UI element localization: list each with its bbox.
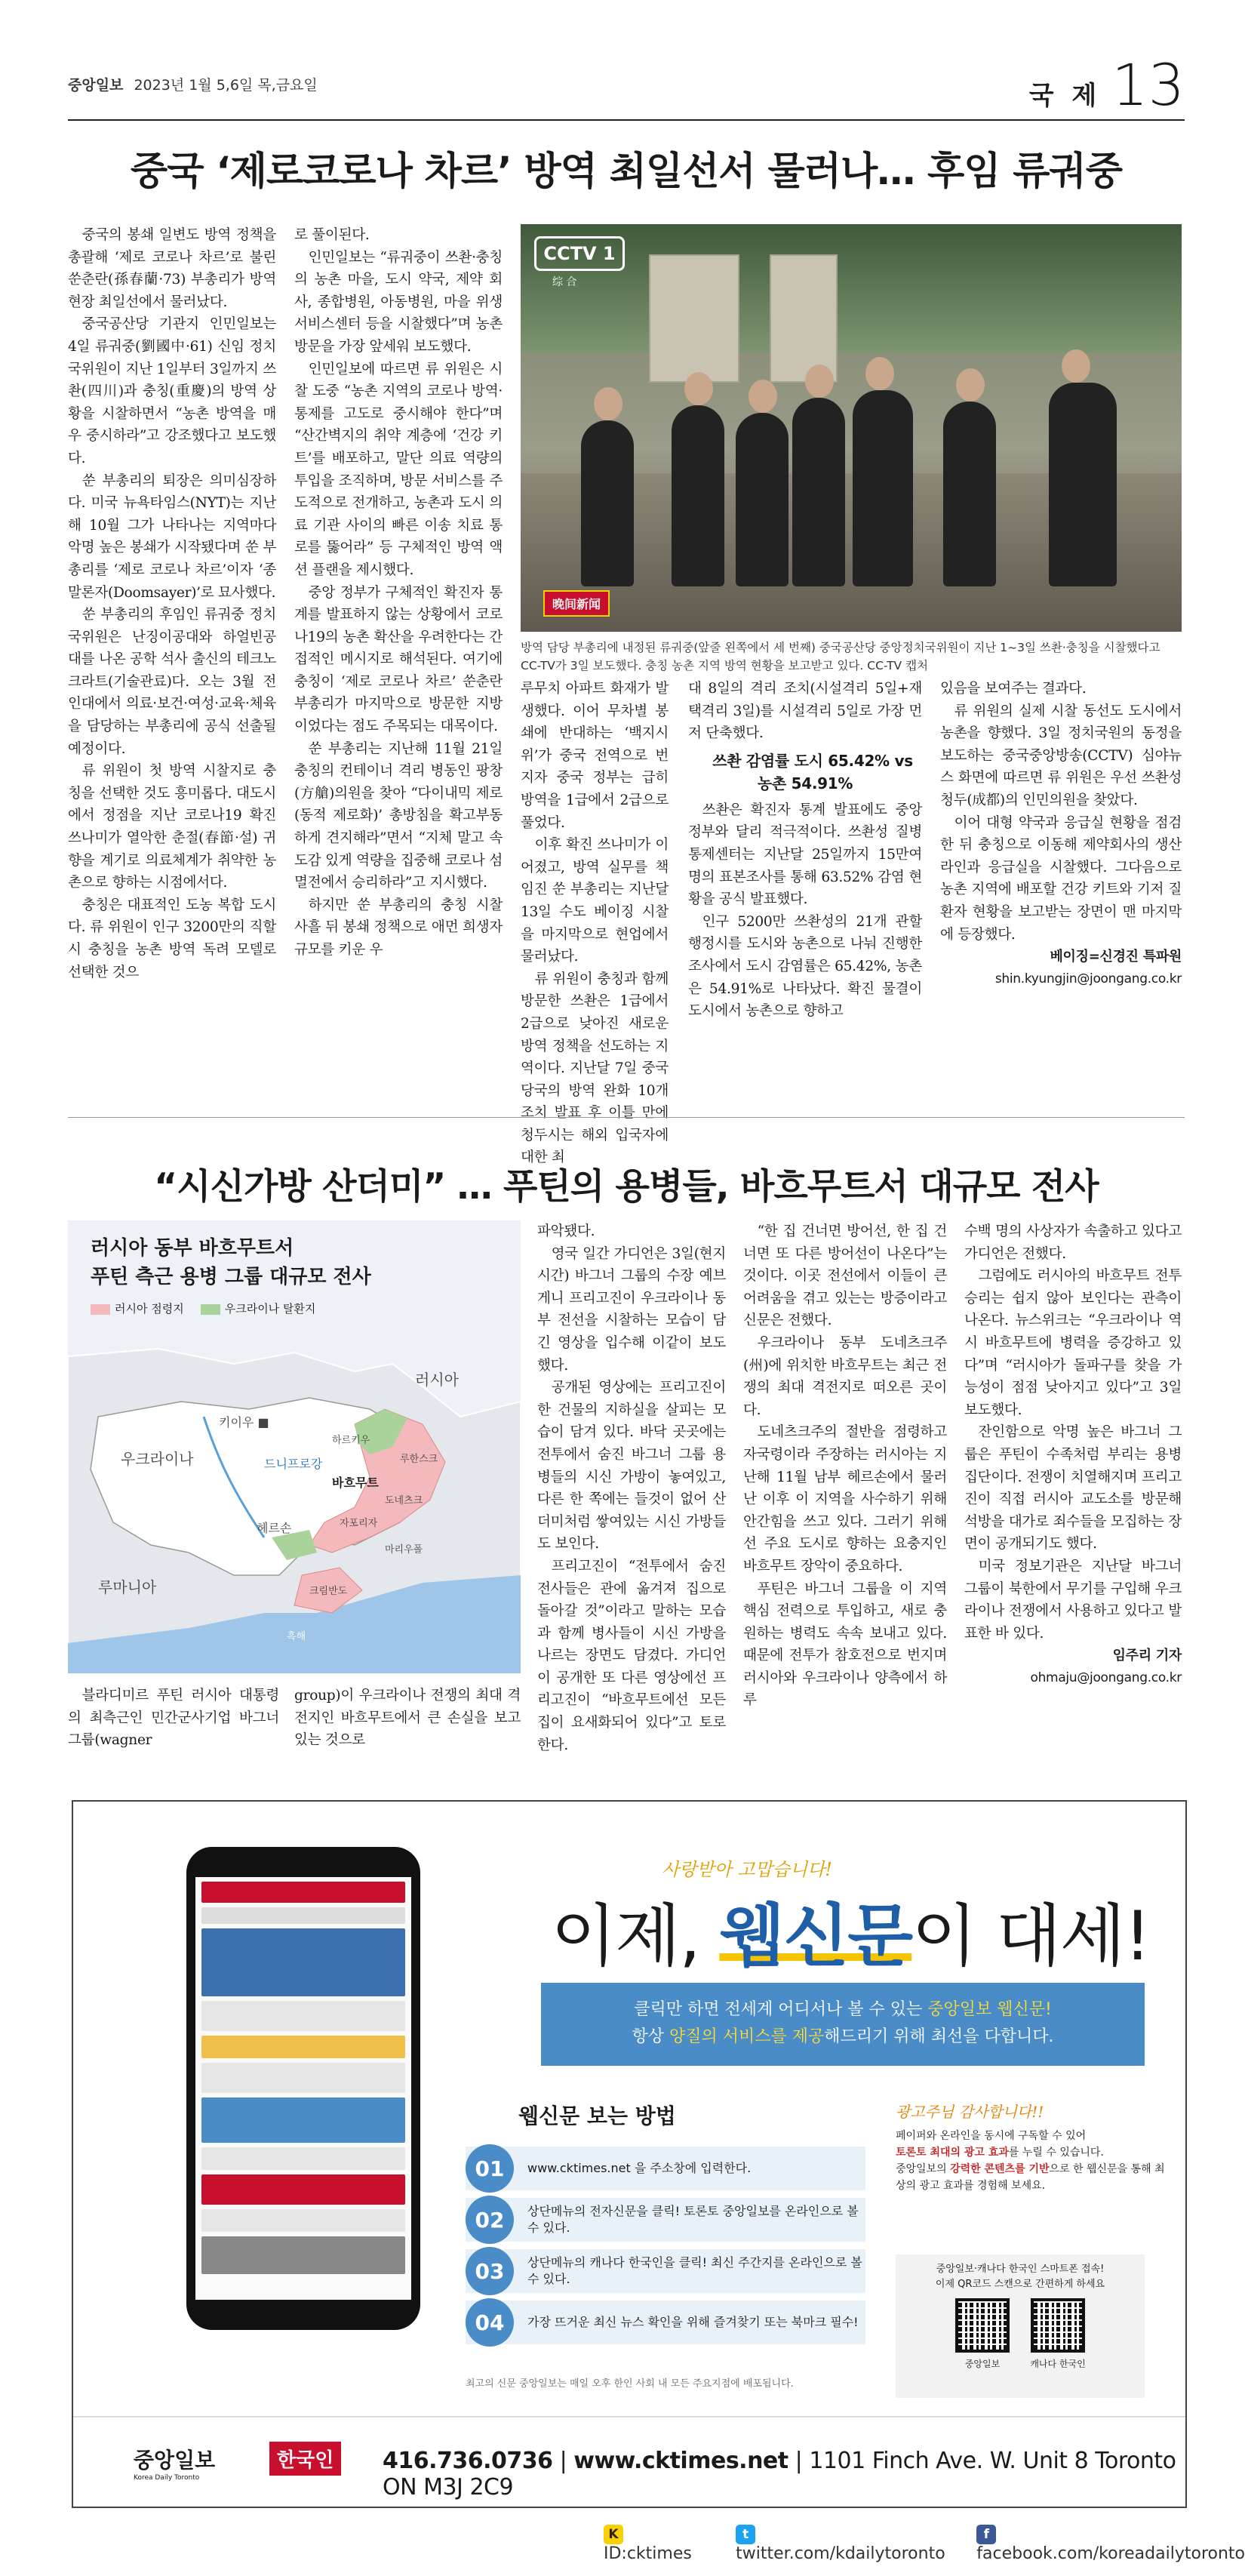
- paragraph: 미국 정보기관은 지난달 바그너 그룹이 북한에서 무기를 구입해 우크라이나 전쟁에서 사용하고 있다고 발표한 바 있다.: [964, 1558, 1182, 1642]
- label-bakhmut: 바흐무트: [332, 1476, 379, 1490]
- story2-email: ohmaju@joongang.co.kr: [1030, 1670, 1182, 1685]
- story2-byline: 임주리 기자: [1112, 1648, 1182, 1664]
- photo-person: [792, 398, 845, 586]
- paragraph: 쓰촨은 확진자 통계 발표에도 중앙 정부와 달리 적극적이다. 쓰촨성 질병통제센터는 지난달 25일까지 15만여명의 표본조사를 통해 63.52% 감염 현황을 공식 발표했다.: [688, 802, 922, 908]
- story1-column-4: [688, 678, 922, 1023]
- address: 1101 Finch Ave. W. Unit 8 Toronto ON M3J 2C9: [383, 2448, 1176, 2501]
- qr-label: 캐나다 한국인: [1030, 2359, 1086, 2369]
- label-mariupol: 마리우폴: [385, 1544, 423, 1556]
- paragraph: 잔인함으로 악명 높은 바그너 그룹은 푸틴이 수족처럼 부리는 용병 집단이다. 전쟁이 치열해지며 프리고진이 직접 러시아 교도소를 방문해 석방을 대가로 죄수들을 모집하는 장면이 공개되기도 했다.: [964, 1424, 1182, 1553]
- legend-recaptured: 우크라이나 탈환지: [201, 1300, 316, 1316]
- channel-sub: 综 合: [552, 276, 577, 288]
- paragraph: 류 위원이 충칭과 함께 방문한 쓰촨은 1급에서 2급으로 낮아진 새로운 방역 정책을 선도하는 지역이다. 지난달 7일 중국 당국의 방역 완화 10개 조치 발표 후 이틀 만에 청두시는 해외 입국자에 대한 최: [521, 971, 669, 1166]
- label-kharkiv: 하르키우: [332, 1435, 370, 1446]
- story1-headline: 중국 ‘제로코로나 차르’ 방역 최일선서 물러나… 후임 류궈중: [130, 149, 1123, 194]
- section-divider: [68, 1117, 1185, 1118]
- label-romania: 루마니아: [98, 1578, 157, 1596]
- qr-code-icon[interactable]: [955, 2298, 1010, 2353]
- photo-person: [672, 405, 724, 586]
- paragraph: 있음을 보여주는 결과다.: [940, 681, 1087, 697]
- section-name: 국 제: [1028, 81, 1102, 111]
- step-item: 01 www.cktimes.net 을 주소창에 입력한다.: [466, 2147, 865, 2190]
- story1-column-2: [294, 224, 503, 962]
- map-title-line: 푸틴 측근 용병 그룹 대규모 전사: [91, 1266, 371, 1288]
- kakao-icon: K: [604, 2525, 623, 2544]
- photo-person: [943, 402, 996, 586]
- web-newspaper-ad[interactable]: [72, 1800, 1187, 2508]
- paragraph: 충칭은 대표적인 도농 복합 도시다. 류 위원이 인구 3200만의 직할시 충칭을 농촌 방역 독려 모델로 선택한 것으: [68, 897, 276, 980]
- story2-column-2: [537, 1220, 726, 1756]
- story1-column-5: [940, 678, 1182, 990]
- paragraph: 파악됐다.: [537, 1223, 595, 1239]
- paragraph: 프리고진이 “전투에서 숨진 전사들은 관에 옮겨져 집으로 돌아갈 것”이라고 말하는 모습과 함께 병사들이 시신 가방을 나르는 장면도 담겼다. 가디언이 공개한 또 다른 영상에선 프리고진이 “바흐무트에선 모든 집이 요새화되어 있다”고 토로한다.: [537, 1558, 726, 1753]
- twitter-link[interactable]: ttwitter.com/kdailytoronto: [736, 2525, 946, 2563]
- map-legend: [91, 1300, 315, 1316]
- ukraine-map: [68, 1220, 521, 1673]
- paragraph: 인민일보에 따르면 류 위원은 시찰 도중 “농촌 지역의 코로나 방역·통제를 고도로 중시해야 한다”며 “산간벽지의 취약 계층에 ‘건강 키트’를 배포하고, 말단 의료 역량의 투입을 조직하며, 방문 서비스를 주도적으로 전개하고, 농촌과 도시 의료 기관 사이의 빠른 이송 치료 통로를 뚫어라” 등 구체적인 방역 액션 플랜을 제시했다.: [294, 361, 503, 578]
- photo-building: [649, 254, 739, 383]
- website-link[interactable]: www.cktimes.net: [573, 2448, 788, 2474]
- label-kherson: 헤르손: [257, 1521, 292, 1535]
- paragraph: 푸틴은 바그너 그룹을 이 지역 핵심 전력으로 투입하고, 새로 충원하는 병력도 속속 보내고 있다. 때문에 전투가 참호전으로 번지며 러시아와 우크라이나 양측에서 하루: [743, 1580, 947, 1709]
- masthead: [68, 53, 1185, 121]
- kakao-link[interactable]: KID:cktimes: [604, 2525, 706, 2563]
- label-donetsk: 도네츠크: [385, 1495, 423, 1507]
- paragraph: 류 위원이 첫 방역 시찰지로 충칭을 선택한 것도 흥미롭다. 대도시에서 정점을 지난 코로나19 확진 쓰나미가 열악한 춘절(春節·설) 귀향을 계기로 의료체계가 취약한 농촌으로 향하는 시점에서다.: [68, 763, 276, 891]
- paragraph: 인민일보는 “류궈중이 쓰촨·충칭의 농촌 마을, 도시 약국, 제약 회사, 종합병원, 아동병원, 마을 위생서비스센터 등을 시찰했다”며 농촌 방문을 가장 앞세워 보도했다.: [294, 249, 503, 355]
- paragraph: 루무치 아파트 화재가 발생했다. 이어 무차별 봉쇄에 반대하는 ‘백지시위’가 중국 전역으로 번지자 중국 정부는 급히 방역을 1급에서 2급으로 풀었다.: [521, 681, 669, 831]
- paragraph: 블라디미르 푸틴 러시아 대통령의 최측근인 민간군사기업 바그너 그룹(wagner: [68, 1688, 279, 1749]
- paragraph: 쑨 부총리의 후임인 류궈중 정치국위원은 난징이공대와 하얼빈공대를 나온 공학 석사 출신의 테크노크라트(기술관료)다. 오는 3월 전인대에서 의료·보건·여성·교육·체육을 담당하는 부총리에 공식 선출될 예정이다.: [68, 607, 276, 757]
- paragraph: 중국공산당 기관지 인민일보는 4일 류궈중(劉國中·61) 신임 정치국위원이 지난 1일부터 3일까지 쓰촨(四川)과 충칭(重慶)의 방역 상황을 시찰하면서 “농촌 방역을 매우 중시하라”고 강조했다고 보도했다.: [68, 316, 276, 466]
- story1-column-1: [68, 224, 276, 983]
- paragraph: 그럼에도 러시아의 바흐무트 전투 승리는 쉽지 않아 보인다는 관측이 나온다. 뉴스위크는 “우크라이나 역시 바흐무트에 병력을 증강하고 있다”며 “러시아가 돌파구를 찾을 가능성이 점점 낮아지고 있다”고 3일 보도했다.: [964, 1268, 1182, 1418]
- hankookin-logo: 한국인: [269, 2442, 341, 2476]
- how-to-title: 웹신문 보는 방법: [518, 2104, 676, 2128]
- legend-occupied: 러시아 점령지: [91, 1300, 184, 1316]
- label-kyiv: 키이우 ■: [219, 1415, 269, 1430]
- masthead-info: [68, 74, 318, 94]
- paragraph: 쑨 부총리의 퇴장은 의미심장하다. 미국 뉴욕타임스(NYT)는 지난해 10월 그가 나타나는 지역마다 악명 높은 봉쇄가 시작됐다며 쑨 부총리를 ‘제로 코로나 차르’이자 ‘종말론자(Doomsayer)’로 묘사했다.: [68, 472, 276, 601]
- paragraph: 우크라이나 동부 도네츠크주(州)에 위치한 바흐무트는 최근 전쟁의 최대 격전지로 떠오른 곳이다.: [743, 1334, 947, 1418]
- paragraph: 중국의 봉쇄 일변도 방역 정책을 총괄해 ‘제로 코로나 차르’로 불린 쑨춘란(孫春蘭·73) 부총리가 방역 현장 최일선에서 물러났다.: [68, 227, 276, 310]
- label-zaporizhzhia: 자포리자: [340, 1518, 378, 1529]
- photo-caption: 방역 담당 부총리에 내정된 류궈중(앞줄 왼쪽에서 세 번째) 중국공산당 중앙정치국위원이 지난 1~3일 쓰촨·충칭을 시찰했다고 CC-TV가 3일 보도했다. 충칭 농촌 지역 방역 현황을 보고받고 있다. CC-TV 캡처: [521, 641, 1160, 672]
- paragraph: 류 위원의 실제 시찰 동선도 도시에서 농촌을 향했다. 3일 정치국원의 동정을 보도하는 중국중앙방송(CCTV) 심야뉴스 화면에 따르면 류 위원은 우선 쓰촨성 청두(成都)의 인민의원을 찾았다.: [940, 703, 1182, 808]
- adv-text: 페이퍼와 온라인을 동시에 구독할 수 있어 토론토 최대의 광고 효과를 누릴 수 있습니다. 중앙일보의 강력한 콘텐츠를 기반으로 한 웹신문을 통해 최상의 광고 효과를 경험해 보세요.: [896, 2130, 1165, 2192]
- step-item: 04 가장 뜨거운 최신 뉴스 확인을 위해 즐겨찾기 또는 북마크 필수!: [466, 2301, 865, 2344]
- paragraph: 대 8일의 격리 조치(시설격리 5일+재택격리 3일)를 시설격리 5일로 가장 먼저 단축했다.: [688, 681, 922, 742]
- joongang-logo: 중앙일보 Korea Daily Toronto: [134, 2448, 216, 2482]
- news-photo: [521, 224, 1182, 632]
- story2-column-3: [743, 1220, 947, 1712]
- ad-footer: [73, 2416, 1185, 2507]
- story2-column-1b: [294, 1685, 521, 1752]
- ad-banner: 클릭만 하면 전세계 어디서나 볼 수 있는 중앙일보 웹신문! 항상 양질의 서비스를 제공해드리기 위해 최선을 다합니다.: [541, 1983, 1145, 2066]
- paragraph: 도네츠크주의 절반을 점령하고 자국령이라 주장하는 러시아는 지난해 11월 남부 헤르손에서 물러난 이후 이 지역을 사수하기 위해 안간힘을 쓰고 있다. 그러기 위해선 주요 도시로 향하는 요충지인 바흐무트 장악이 중요하다.: [743, 1424, 947, 1574]
- label-russia: 러시아: [415, 1371, 459, 1389]
- facebook-link[interactable]: ffacebook.com/koreadailytoronto: [976, 2525, 1245, 2563]
- paragraph: 쑨 부총리는 지난해 11월 21일 충칭의 컨테이너 격리 병동인 팡창(方艙)의원을 찾아 “다이내믹 제로(동적 제로화)’ 총방침을 확고부동하게 견지해라”면서 “지체 말고 속도감 있게 역량을 집중해 코로나 섬멸전에서 승리하라”고 지시했다.: [294, 740, 503, 891]
- photo-person: [581, 420, 634, 586]
- paragraph: 영국 일간 가디언은 3일(현지시간) 바그너 그룹의 수장 예브게니 프리고진이 우크라이나 동부 전선을 시찰하는 모습이 담긴 영상을 입수해 이같이 보도했다.: [537, 1245, 726, 1374]
- page-number: 13: [1111, 51, 1185, 118]
- paragraph: 이후 확진 쓰나미가 이어졌고, 방역 실무를 책임진 쑨 부총리는 지난달 13일 수도 베이징 시찰을 마지막으로 현업에서 물러났다.: [521, 837, 669, 965]
- paragraph: 중앙 정부가 구체적인 확진자 통계를 발표하지 않는 상황에서 코로나19의 농촌 확산을 우려한다는 간접적인 메시지로 해석된다. 여기에 충칭이 ‘제로 코로나 차르’ 쑨춘란 부총리가 마지막으로 방문한 지방이었다는 점도 주목되는 대목이다.: [294, 584, 503, 735]
- story1-subhead: 쓰촨 감염률 도시 65.42% vs 농촌 54.91%: [712, 751, 913, 792]
- paragraph: 로 풀이된다.: [294, 227, 370, 243]
- ad-slogan: 사랑받아 고맙습니다!: [662, 1859, 832, 1880]
- label-ukraine: 우크라이나: [121, 1450, 194, 1468]
- label-black-sea: 흑해: [287, 1631, 306, 1642]
- label-crimea: 크림반도: [309, 1586, 348, 1597]
- qr-label: 중앙일보: [964, 2359, 1001, 2369]
- story1-email: shin.kyungjin@joongang.co.kr: [994, 971, 1182, 986]
- paragraph: 하지만 쑨 부총리의 충칭 시찰 사흘 뒤 봉쇄 정책으로 애먼 희생자 규모를 키운 우: [294, 897, 503, 958]
- paragraph: 이어 대형 약국과 응급실 현황을 점검한 뒤 충칭으로 이동해 제약회사의 생산 라인과 응급실을 시찰했다. 그다음으로 농촌 지역에 배포할 건강 키트와 기저 질환자 현황을 보고받는 장면이 맨 마지막에 등장했다.: [940, 814, 1182, 943]
- photo-person: [736, 413, 788, 586]
- map-title: [91, 1234, 371, 1291]
- qr-box: 중앙일보·캐나다 한국인 스마트폰 접속! 이제 QR코드 스캔으로 간편하게 하세요 중앙일보 캐나다 한국인: [896, 2254, 1145, 2398]
- step-item: 02 상단메뉴의 전자신문을 클릭! 토론토 중앙일보를 온라인으로 볼수 있다.: [466, 2198, 865, 2242]
- paragraph: “한 집 건너면 방어선, 한 집 건너면 또 다른 방어선이 나온다”는 것이다. 이곳 전선에서 이들이 큰 어려움을 겪고 있는는 방증이라고 신문은 전했다.: [743, 1223, 947, 1329]
- story2-column-4: [964, 1220, 1182, 1689]
- ad-title: 이제, 웹신문이 대세!: [551, 1897, 1150, 1976]
- photo-building: [770, 254, 838, 383]
- step-item: 03 상단메뉴의 캐나다 한국인을 클릭! 최신 주간지를 온라인으로 볼수 있다.: [466, 2249, 865, 2293]
- photo-person: [853, 390, 913, 586]
- story2-headline: “시신가방 산더미” … 푸틴의 용병들, 바흐무트서 대규모 전사: [154, 1166, 1099, 1208]
- phone-screen: [195, 1877, 411, 2300]
- how-to-section: [466, 2100, 865, 2352]
- adv-title: 광고주님 감사합니다!!: [896, 2103, 1044, 2121]
- paper-name: 중앙일보: [68, 77, 124, 94]
- label-luhansk: 루한스크: [400, 1454, 438, 1465]
- twitter-icon: t: [736, 2525, 755, 2544]
- phone-number: 416.736.0736: [383, 2448, 553, 2474]
- contact-line: 416.736.0736 | www.cktimes.net | 1101 Finch Ave. W. Unit 8 Toronto ON M3J 2C9: [383, 2448, 1176, 2501]
- section-header: [1029, 53, 1185, 118]
- program-bug: 晚间新闻: [543, 590, 610, 617]
- issue-date: 2023년 1월 5,6일 목,금요일: [134, 77, 318, 94]
- photo-person: [1049, 383, 1117, 586]
- social-links: [604, 2525, 1245, 2563]
- paragraph: 수백 명의 사상자가 속출하고 있다고 가디언은 전했다.: [964, 1223, 1182, 1262]
- label-dnipro: 드니프로강: [264, 1457, 323, 1471]
- story1-column-3: [521, 678, 669, 1169]
- advertiser-note: [896, 2100, 1167, 2194]
- qr-code-icon[interactable]: [1031, 2298, 1085, 2353]
- cctv-logo: CCTV 1: [534, 236, 625, 271]
- map-title-line: 러시아 동부 바흐무트서: [91, 1237, 294, 1260]
- paragraph: 공개된 영상에는 프리고진이 한 건물의 지하실을 살피는 모습이 담겨 있다. 바닥 곳곳에는 전투에서 숨진 바그너 그룹 용병들의 시신 가방이 놓여있고, 다른 한 쪽에는 들것이 없어 산더미처럼 쌓여있는 시신 가방들도 보인다.: [537, 1380, 726, 1553]
- phone-mockup: [186, 1847, 420, 2330]
- ad-foot-note: 최고의 신문 중앙일보는 매일 오후 한인 사회 내 모든 주요지점에 배포됩니다.: [466, 2378, 794, 2390]
- facebook-icon: f: [976, 2525, 996, 2544]
- story2-column-1a: [68, 1685, 279, 1752]
- paragraph: 인구 5200만 쓰촨성의 21개 관할 행정시를 도시와 농촌으로 나눠 진행한 조사에서 도시 감염률은 65.42%, 농촌은 54.91%로 나타났다. 확진 물결이 도시에서 농촌으로 향하고: [688, 913, 922, 1020]
- paragraph: group)이 우크라이나 전쟁의 최대 격전지인 바흐무트에서 큰 손실을 보고 있는 것으로: [294, 1688, 521, 1749]
- story1-byline: 베이징=신경진 특파원: [1050, 949, 1182, 965]
